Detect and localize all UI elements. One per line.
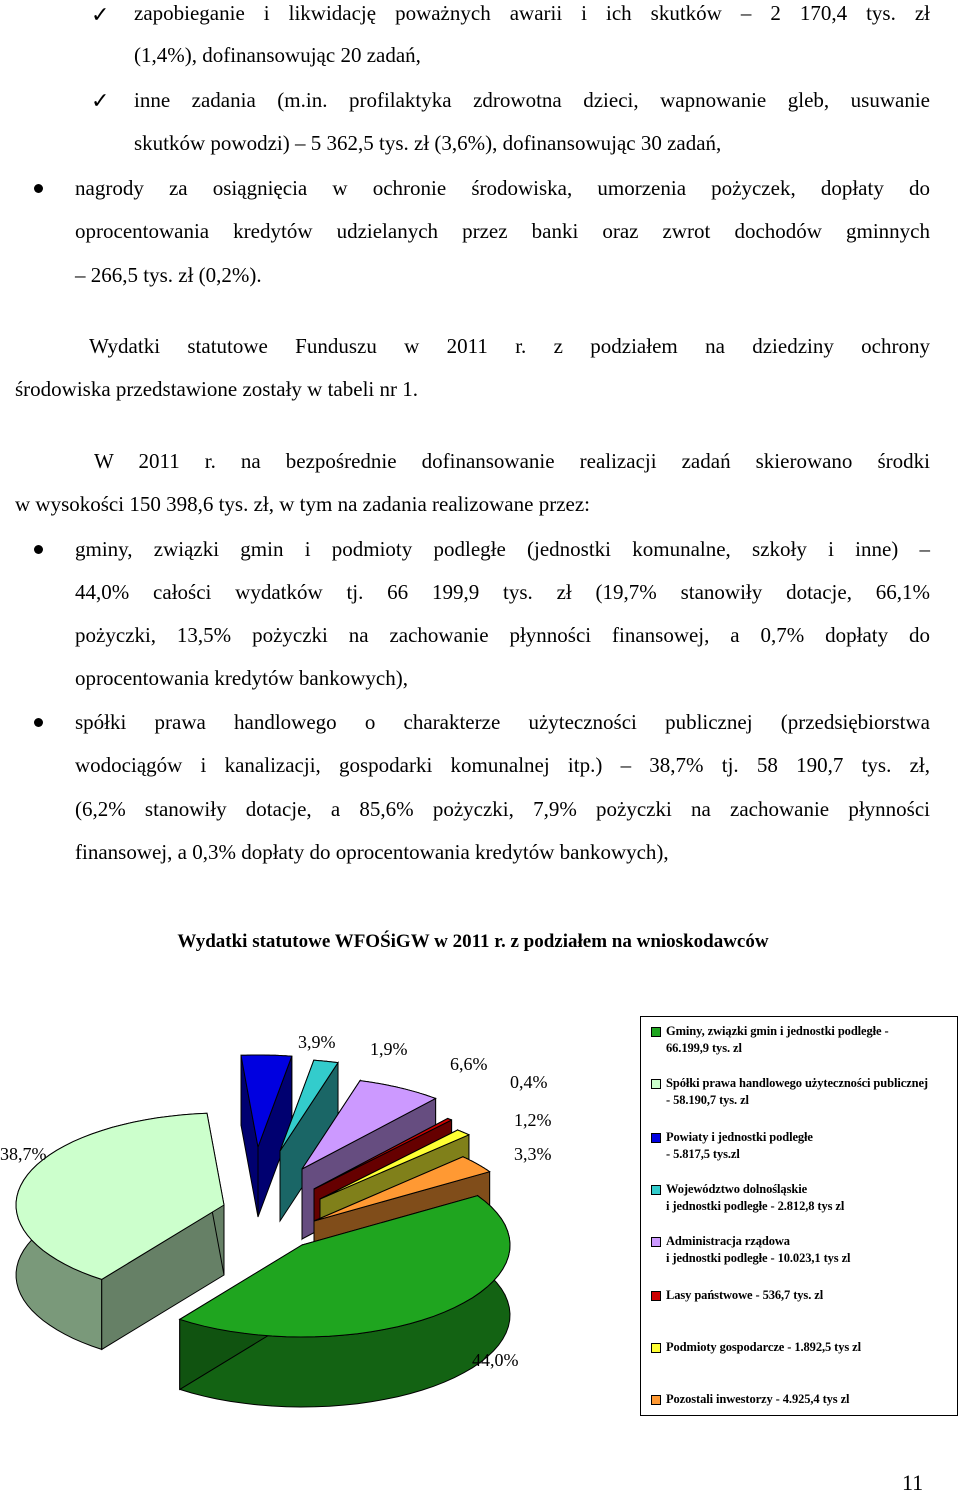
text-line: pożyczki, 13,5% pożyczki na zachowanie płynności finansowej, a 0,7% dopłaty do: [75, 623, 930, 647]
legend-swatch: [651, 1343, 661, 1353]
text-line: nagrody za osiągnięcia w ochronie środowiska, umorzenia pożyczek, dopłaty do: [75, 176, 930, 200]
pie-data-label: 1,9%: [370, 1039, 408, 1059]
text-line: gminy, związki gmin i podmioty podległe (jednostki komunalne, szkoły i inne) –: [75, 537, 930, 561]
text-line: w wysokości 150 398,6 tys. zł, w tym na zadania realizowane przez:: [15, 492, 590, 516]
page-number: 11: [902, 1470, 924, 1495]
legend-item: [651, 1075, 928, 1109]
text-line: oprocentowania kredytów udzielanych przez banki oraz zwrot dochodów gminnych: [75, 219, 930, 243]
legend-swatch: [651, 1291, 661, 1301]
text-line: Wydatki statutowe Funduszu w 2011 r. z podziałem na dziedziny ochrony: [89, 334, 930, 358]
legend-label: Województwo dolnośląskie i jednostki podległe - 2.812,8 tys zl: [666, 1182, 845, 1213]
text-line: (6,2% stanowiły dotacje, a 85,6% pożyczki, 7,9% pożyczki na zachowanie płynności: [75, 797, 930, 821]
legend-item: [651, 1129, 813, 1163]
legend-item: [651, 1023, 889, 1057]
legend-swatch: [651, 1185, 661, 1195]
legend-label: Podmioty gospodarcze - 1.892,5 tys zl: [666, 1340, 862, 1354]
legend-item: [651, 1233, 850, 1267]
legend-item: [651, 1391, 849, 1408]
text-line: oprocentowania kredytów bankowych),: [75, 666, 408, 690]
legend-label: Lasy państwowe - 536,7 tys. zl: [666, 1288, 824, 1302]
pie-data-label: 38,7%: [0, 1144, 47, 1164]
pie-data-label: 3,3%: [514, 1144, 552, 1164]
legend-swatch: [651, 1237, 661, 1247]
text-line: skutków powodzi) – 5 362,5 tys. zł (3,6%), dofinansowując 30 zadań,: [134, 131, 722, 155]
checkmark-icon: ✓: [91, 2, 110, 27]
legend-swatch: [651, 1133, 661, 1143]
legend-item: [651, 1339, 861, 1356]
text-line: spółki prawa handlowego o charakterze użyteczności publicznej (przedsiębiorstwa: [75, 710, 930, 734]
text-line: (1,4%), dofinansowując 20 zadań,: [134, 43, 421, 67]
pie-data-label: 6,6%: [450, 1054, 488, 1074]
pie-data-label: 44,0%: [472, 1350, 519, 1370]
pie-chart: [0, 1000, 630, 1420]
text-line: środowiska przedstawione zostały w tabeli nr 1.: [15, 377, 418, 401]
pie-data-label: 1,2%: [514, 1110, 552, 1130]
text-line: zapobieganie i likwidację poważnych awarii i ich skutków – 2 170,4 tys. zł: [134, 1, 930, 25]
text-line: – 266,5 tys. zł (0,2%).: [75, 263, 262, 287]
text-line: wodociągów i kanalizacji, gospodarki komunalnej itp.) – 38,7% tj. 58 190,7 tys. zł,: [75, 753, 930, 777]
legend-label: Spółki prawa handlowego użyteczności publicznej - 58.190,7 tys. zl: [666, 1076, 928, 1107]
text-line: 44,0% całości wydatków tj. 66 199,9 tys. zł (19,7% stanowiły dotacje, 66,1%: [75, 580, 930, 604]
chart-legend: [640, 1016, 958, 1416]
legend-label: Gminy, związki gmin i jednostki podległe - 66.199,9 tys. zl: [666, 1024, 889, 1055]
bullet-icon: [34, 718, 43, 727]
pie-data-label: 0,4%: [510, 1072, 548, 1092]
chart-title: Wydatki statutowe WFOŚiGW w 2011 r. z podziałem na wnioskodawców: [177, 931, 769, 952]
legend-item: [651, 1181, 844, 1215]
legend-swatch: [651, 1027, 661, 1037]
checkmark-icon: ✓: [91, 88, 110, 113]
bullet-icon: [34, 184, 43, 193]
pie-data-label: 3,9%: [298, 1032, 336, 1052]
legend-swatch: [651, 1395, 661, 1405]
legend-label: Powiaty i jednostki podległe - 5.817,5 tys.zl: [666, 1130, 813, 1161]
legend-swatch: [651, 1079, 661, 1089]
text-line: finansowej, a 0,3% dopłaty do oprocentowania kredytów bankowych),: [75, 840, 669, 864]
legend-label: Pozostali inwestorzy - 4.925,4 tys zl: [666, 1392, 850, 1406]
legend-label: Administracja rządowa i jednostki podległe - 10.023,1 tys zl: [666, 1234, 851, 1265]
text-line: inne zadania (m.in. profilaktyka zdrowotna dzieci, wapnowanie gleb, usuwanie: [134, 88, 930, 112]
legend-item: [651, 1287, 823, 1304]
bullet-icon: [34, 545, 43, 554]
text-line: W 2011 r. na bezpośrednie dofinansowanie realizacji zadań skierowano środki: [94, 449, 930, 473]
